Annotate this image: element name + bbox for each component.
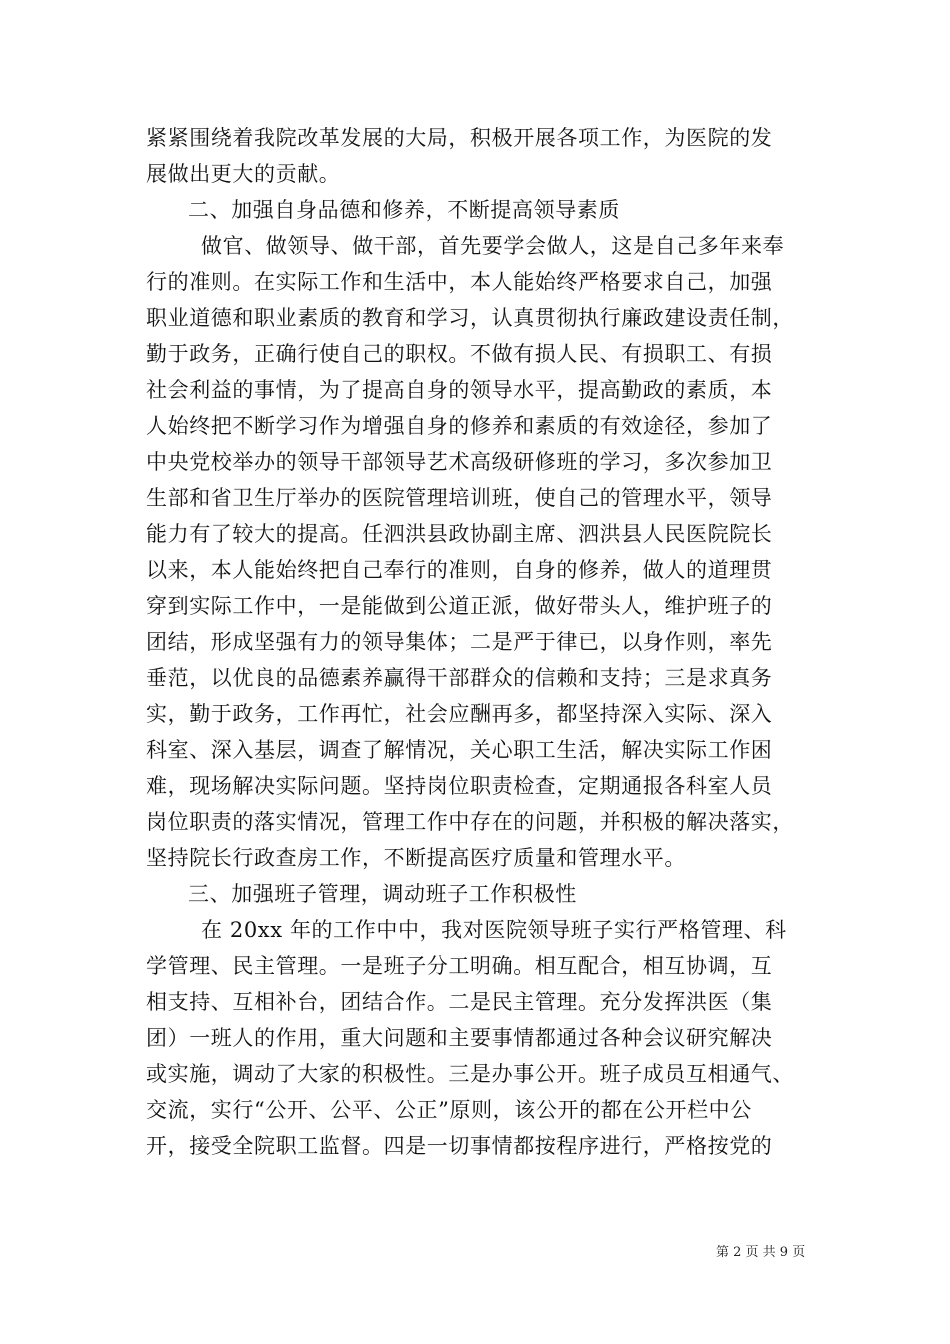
- body-text-line: 开，接受全院职工监督。四是一切事情都按程序进行，严格按党的: [146, 1134, 773, 1158]
- body-text-line: 人始终把不断学习作为增强自身的修养和素质的有效途径，参加了: [146, 414, 773, 438]
- body-text-line: 社会利益的事情，为了提高自身的领导水平，提高勤政的素质，本: [146, 378, 773, 402]
- body-text-line: 以来，本人能始终把自己奉行的准则，自身的修养，做人的道理贯: [146, 558, 773, 582]
- body-text-line: 做官、做领导、做干部，首先要学会做人，这是自己多年来奉: [201, 234, 785, 258]
- body-text-line: 能力有了较大的提高。任泗洪县政协副主席、泗洪县人民医院院长: [146, 522, 773, 546]
- body-text-line: 团结，形成坚强有力的领导集体；二是严于律已，以身作则，率先: [146, 630, 773, 654]
- body-text-line: 或实施，调动了大家的积极性。三是办事公开。班子成员互相通气、: [146, 1062, 794, 1086]
- body-text-line: 坚持院长行政查房工作，不断提高医疗质量和管理水平。: [146, 846, 686, 870]
- body-text-line: 紧紧围绕着我院改革发展的大局，积极开展各项工作，为医院的发: [146, 126, 773, 150]
- body-text-line: 行的准则。在实际工作和生活中，本人能始终严格要求自己，加强: [146, 270, 773, 294]
- body-text-line: 生部和省卫生厅举办的医院管理培训班，使自己的管理水平，领导: [146, 486, 773, 510]
- body-text-line: 展做出更大的贡献。: [146, 162, 341, 186]
- section-heading-2: 二、加强自身品德和修养，不断提高领导素质: [188, 198, 620, 222]
- section-heading-3: 三、加强班子管理，调动班子工作积极性: [188, 882, 577, 906]
- body-text-line: 交流，实行“公开、公平、公正”原则，该公开的都在公开栏中公: [146, 1098, 752, 1122]
- body-text-line: 职业道德和职业素质的教育和学习，认真贯彻执行廉政建设责任制，: [146, 306, 794, 330]
- body-text-line: 在 20xx 年的工作中中，我对医院领导班子实行严格管理、科: [201, 918, 787, 942]
- body-text-line: 穿到实际工作中，一是能做到公道正派，做好带头人，维护班子的: [146, 594, 773, 618]
- body-text-line: 科室、深入基层，调查了解情况，关心职工生活，解决实际工作困: [146, 738, 773, 762]
- body-text-line: 相支持、互相补台，团结合作。二是民主管理。充分发挥洪医（集: [146, 990, 773, 1014]
- body-text-line: 难，现场解决实际问题。坚持岗位职责检查，定期通报各科室人员: [146, 774, 773, 798]
- body-text-line: 实，勤于政务，工作再忙，社会应酬再多，都坚持深入实际、深入: [146, 702, 773, 726]
- body-text-line: 学管理、民主管理。一是班子分工明确。相互配合，相互协调，互: [146, 954, 773, 978]
- page-number: 第 2 页 共 9 页: [716, 1245, 806, 1260]
- body-text-line: 垂范，以优良的品德素养赢得干部群众的信赖和支持；三是求真务: [146, 666, 773, 690]
- body-text-line: 岗位职责的落实情况，管理工作中存在的问题，并积极的解决落实，: [146, 810, 794, 834]
- body-text-line: 中央党校举办的领导干部领导艺术高级研修班的学习，多次参加卫: [146, 450, 773, 474]
- body-text-line: 勤于政务，正确行使自己的职权。不做有损人民、有损职工、有损: [146, 342, 773, 366]
- body-text-line: 团）一班人的作用，重大问题和主要事情都通过各种会议研究解决: [146, 1026, 773, 1050]
